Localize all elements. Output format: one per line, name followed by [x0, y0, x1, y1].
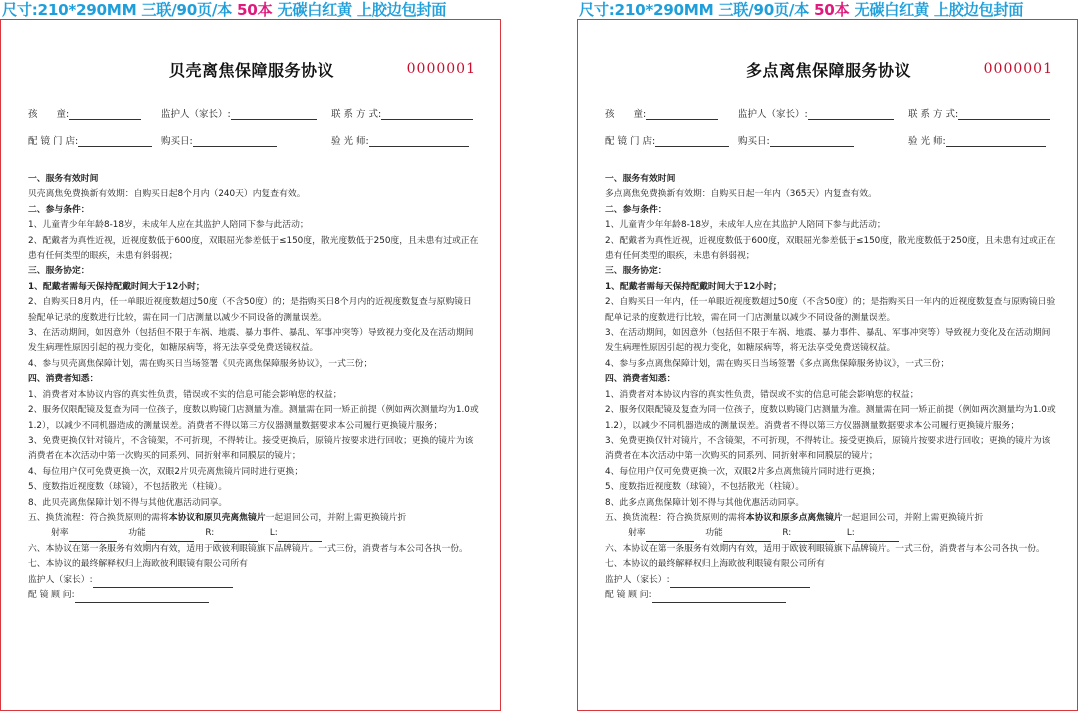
clause-4-5: 5、度数指近视度数（球镜），不包括散光（柱镜）。: [605, 482, 805, 493]
right-eye-label: R:: [782, 528, 792, 539]
clause-4-8-product: 多点离焦: [628, 497, 664, 508]
purchase-date-label: 购买日:: [738, 136, 770, 147]
serial-number: 0000001: [406, 61, 476, 77]
signature-consultant-field[interactable]: [75, 591, 209, 603]
contact-label: 联 系 方 式:: [908, 109, 959, 120]
section-7: 七、本协议的最终解释权归上海欧彼利眼镜有限公司所有: [605, 559, 825, 570]
purchase-date-field[interactable]: [193, 135, 277, 147]
section-5-bold-b: 镜片: [824, 512, 843, 523]
clause-4-4-a: 4、每位用户仅可免费更换一次，双眼2片: [605, 466, 766, 477]
clause-4-8-a: 8、此: [28, 497, 52, 508]
section-5-fields: [605, 526, 1057, 541]
clause-4-4: [28, 465, 480, 480]
banner-material: 无碳白红黄 上胶边包封面: [277, 1, 447, 19]
clause-4-8-a: 8、此: [605, 497, 629, 508]
child-label: 孩 童:: [28, 109, 70, 120]
contact-field[interactable]: [958, 108, 1050, 120]
agreement-panel-left: [0, 0, 503, 713]
store-label: 配 镜 门 店:: [28, 136, 79, 147]
clause-2-2: 2、配戴者为真性近视，近视度数低于600度，双眼屈光参差低于≤150度，散光度数低于250度，且未患有过或正在患有任何类型的眼疾，未患有斜弱视；: [605, 235, 1056, 262]
banner-spec: 尺寸:210*290MM 三联/90页/本: [2, 1, 232, 19]
clause-4-1: 1、消费者对本协议内容的真实性负责，错误或不实的信息可能会影响您的权益；: [605, 389, 919, 400]
optometrist-field[interactable]: [369, 135, 469, 147]
refractive-index-field[interactable]: [646, 530, 694, 542]
size-banner: [579, 0, 1023, 20]
clause-4-2: 2、服务仅限配镜及复查为同一位孩子，度数以购镜门店测量为准。测量需在同一矫正前提（例如两次测量均为1.0或1.2），以减少不同机器造成的测量误差。消费者不得以第三方仪器测量数据要求本公司履行更换镜片服务；: [28, 405, 479, 431]
optometrist-label: 验 光 师:: [331, 136, 369, 147]
section-5-bold-a: 本协议和原: [168, 512, 213, 523]
section-5-bold-b: 镜片: [247, 512, 266, 523]
signature-consultant-field[interactable]: [652, 591, 786, 603]
clause-4-4-product: 贝壳离焦: [188, 466, 224, 477]
clause-4-4-product: 多点离焦: [765, 466, 801, 477]
clause-3-4: 4、参与多点离焦保障计划，需在购买日当场签署《多点离焦保障服务协议》，一式三份；: [605, 358, 950, 369]
clause-4-1: 1、消费者对本协议内容的真实性负责，错误或不实的信息可能会影响您的权益；: [28, 389, 342, 400]
signature-guardian-field[interactable]: [670, 576, 810, 588]
section-3-title: 三、服务协定：: [28, 266, 90, 277]
store-field[interactable]: [78, 135, 152, 147]
left-eye-label: L:: [846, 528, 855, 539]
signature-guardian: [28, 573, 480, 588]
right-eye-field[interactable]: [214, 530, 258, 542]
purchase-date-label: 购买日:: [161, 136, 193, 147]
agreement-body: [28, 172, 480, 603]
function-field[interactable]: [146, 530, 194, 542]
section-5-a: 五、换货流程：符合换货原则的需将: [28, 512, 169, 523]
refractive-index-label: 射率: [628, 528, 646, 539]
guardian-label: 监护人（家长）:: [161, 109, 231, 120]
section-5: [28, 511, 480, 526]
clause-3-3: 3、在活动期间，如因意外（包括但不限于车祸、地震、暴力事件、暴乱、军事冲突等）导致视力变化及在活动期间发生病理性原因引起的视力变化，如糖尿病等，将无法享受免费送镜权益。: [28, 328, 474, 354]
optometrist-field[interactable]: [946, 135, 1046, 147]
section-2-title: 二、参与条件：: [28, 204, 90, 215]
clause-3-2: 2、自购买日8月内，任一单眼近视度数超过50度（不含50度）的；是指购买日8个月内的近视度数复查与原购镜日验配单记录的度数进行比较，需在同一门店测量以减少不同设备的测量误差。: [28, 297, 472, 323]
store-field[interactable]: [655, 135, 729, 147]
clause-2-1: 1、儿童青少年年龄8-18岁，未成年人应在其监护人陪同下参与此活动；: [28, 220, 309, 231]
signature-consultant: [605, 588, 1057, 603]
agreement-title: 多点离焦保障服务协议: [745, 61, 911, 80]
function-field[interactable]: [723, 530, 771, 542]
section-5-bold-a: 本协议和原: [745, 512, 790, 523]
signature-consultant-label: 配 镜 顾 问:: [605, 589, 652, 600]
guardian-field[interactable]: [808, 108, 894, 120]
clause-4-8-b: 保障计划不得与其他优惠活动同享。: [86, 497, 228, 508]
section-5-a: 五、换货流程：符合换货原则的需将: [605, 512, 746, 523]
signature-consultant-label: 配 镜 顾 问:: [28, 589, 75, 600]
clause-3-1: 1、配戴者需每天保持配戴时间大于12小时；: [28, 281, 205, 292]
section-4-title: 四、消费者知悉：: [605, 374, 676, 385]
section-6: 六、本协议在第一条服务有效期内有效，适用于欧彼利眼镜旗下品牌镜片。一式三份，消费者与本公司各执一份。: [605, 543, 1045, 554]
section-1-text: 多点离焦免费换新有效期：自购买日起一年内（365天）内复查有效。: [605, 189, 877, 200]
contact-label: 联 系 方 式:: [331, 109, 382, 120]
section-5-b: 一起退回公司，并附上需更换镜片折: [265, 512, 407, 523]
serial-number: 0000001: [983, 61, 1053, 77]
signature-guardian-label: 监护人（家长）:: [605, 574, 670, 585]
agreement-title: 贝壳离焦保障服务协议: [168, 61, 334, 80]
banner-spec: 尺寸:210*290MM 三联/90页/本: [579, 1, 809, 19]
clause-4-8-b: 保障计划不得与其他优惠活动同享。: [663, 497, 805, 508]
section-1-title: 一、服务有效时间: [605, 174, 676, 184]
optometrist-label: 验 光 师:: [908, 136, 946, 147]
banner-count: 50本: [237, 1, 273, 19]
right-eye-label: R:: [205, 528, 215, 539]
clause-3-3: 3、在活动期间，如因意外（包括但不限于车祸、地震、暴力事件、暴乱、军事冲突等）导致视力变化及在活动期间发生病理性原因引起的视力变化，如糖尿病等，将无法享受免费送镜权益。: [605, 328, 1051, 354]
agreement-sheet: [577, 19, 1078, 711]
banner-count: 50本: [814, 1, 850, 19]
clause-2-2: 2、配戴者为真性近视，近视度数低于600度，双眼屈光参差低于≤150度，散光度数低于250度，且未患有过或正在患有任何类型的眼疾，未患有斜弱视；: [28, 235, 479, 262]
left-eye-label: L:: [269, 528, 278, 539]
refractive-index-label: 射率: [51, 528, 69, 539]
clause-4-5: 5、度数指近视度数（球镜），不包括散光（柱镜）。: [28, 482, 228, 493]
guardian-field[interactable]: [231, 108, 317, 120]
clause-4-8-product: 贝壳离焦: [51, 497, 87, 508]
guardian-label: 监护人（家长）:: [738, 109, 808, 120]
clause-4-8: [605, 496, 1057, 511]
clause-3-4: 4、参与贝壳离焦保障计划，需在购买日当场签署《贝壳离焦保障服务协议》，一式三份；: [28, 358, 373, 369]
section-2-title: 二、参与条件：: [605, 204, 667, 215]
left-eye-field[interactable]: [855, 530, 899, 542]
size-banner: [2, 0, 446, 20]
section-1-title: 一、服务有效时间: [28, 174, 99, 184]
clause-4-3: 3、免费更换仅针对镜片，不含镜架，不可折现，不得转让。接受更换后，原镜片按要求进行回收；更换的镜片为该消费者在本次活动中第一次购买的同系列、同折射率和同膜层的镜片；: [28, 435, 474, 462]
child-label: 孩 童:: [605, 109, 647, 120]
section-1-text: 贝壳离焦免费换新有效期：自购买日起8个月内（240天）内复查有效。: [28, 189, 306, 200]
function-label: 功能: [705, 528, 723, 539]
right-eye-field[interactable]: [791, 530, 835, 542]
function-label: 功能: [128, 528, 146, 539]
store-label: 配 镜 门 店:: [605, 136, 656, 147]
agreement-body: [605, 172, 1057, 603]
refractive-index-field[interactable]: [69, 530, 117, 542]
section-5-product: 贝壳离焦: [212, 512, 248, 523]
clause-4-3: 3、免费更换仅针对镜片，不含镜架，不可折现，不得转让。接受更换后，原镜片按要求进行回收；更换的镜片为该消费者在本次活动中第一次购买的同系列、同折射率和同膜层的镜片；: [605, 435, 1051, 462]
clause-4-2: 2、服务仅限配镜及复查为同一位孩子，度数以购镜门店测量为准。测量需在同一矫正前提（例如两次测量均为1.0或1.2），以减少不同机器造成的测量误差。消费者不得以第三方仪器测量数据要求本公司履行更换镜片服务；: [605, 405, 1056, 431]
clause-4-4-b: 镜片同时进行更换；: [800, 466, 881, 477]
section-7: 七、本协议的最终解释权归上海欧彼利眼镜有限公司所有: [28, 559, 248, 570]
signature-guardian: [605, 573, 1057, 588]
clause-3-2: 2、自购买日一年内，任一单眼近视度数超过50度（不含50度）的；是指购买日一年内的近视度数复查与原购镜日验配单记录的度数进行比较，需在同一门店测量以减少不同设备的测量误差。: [605, 297, 1056, 323]
clause-4-8: [28, 496, 480, 511]
clause-4-4-b: 镜片同时进行更换；: [223, 466, 304, 477]
child-field[interactable]: [69, 108, 141, 120]
banner-material: 无碳白红黄 上胶边包封面: [854, 1, 1024, 19]
section-5-fields: [28, 526, 480, 541]
section-5-product: 多点离焦: [789, 512, 825, 523]
left-eye-field[interactable]: [278, 530, 322, 542]
signature-consultant: [28, 588, 480, 603]
clause-4-4-a: 4、每位用户仅可免费更换一次，双眼2片: [28, 466, 189, 477]
signature-guardian-field[interactable]: [93, 576, 233, 588]
clause-3-1: 1、配戴者需每天保持配戴时间大于12小时；: [605, 281, 782, 292]
section-5: [605, 511, 1057, 526]
purchase-date-field[interactable]: [770, 135, 854, 147]
clause-2-1: 1、儿童青少年年龄8-18岁，未成年人应在其监护人陪同下参与此活动；: [605, 220, 886, 231]
section-4-title: 四、消费者知悉：: [28, 374, 99, 385]
contact-field[interactable]: [381, 108, 473, 120]
agreement-panel-right: [577, 0, 1080, 713]
agreement-sheet: [0, 19, 501, 711]
section-6: 六、本协议在第一条服务有效期内有效，适用于欧彼利眼镜旗下品牌镜片。一式三份，消费者与本公司各执一份。: [28, 543, 468, 554]
clause-4-4: [605, 465, 1057, 480]
section-3-title: 三、服务协定：: [605, 266, 667, 277]
child-field[interactable]: [646, 108, 718, 120]
signature-guardian-label: 监护人（家长）:: [28, 574, 93, 585]
section-5-b: 一起退回公司，并附上需更换镜片折: [842, 512, 984, 523]
